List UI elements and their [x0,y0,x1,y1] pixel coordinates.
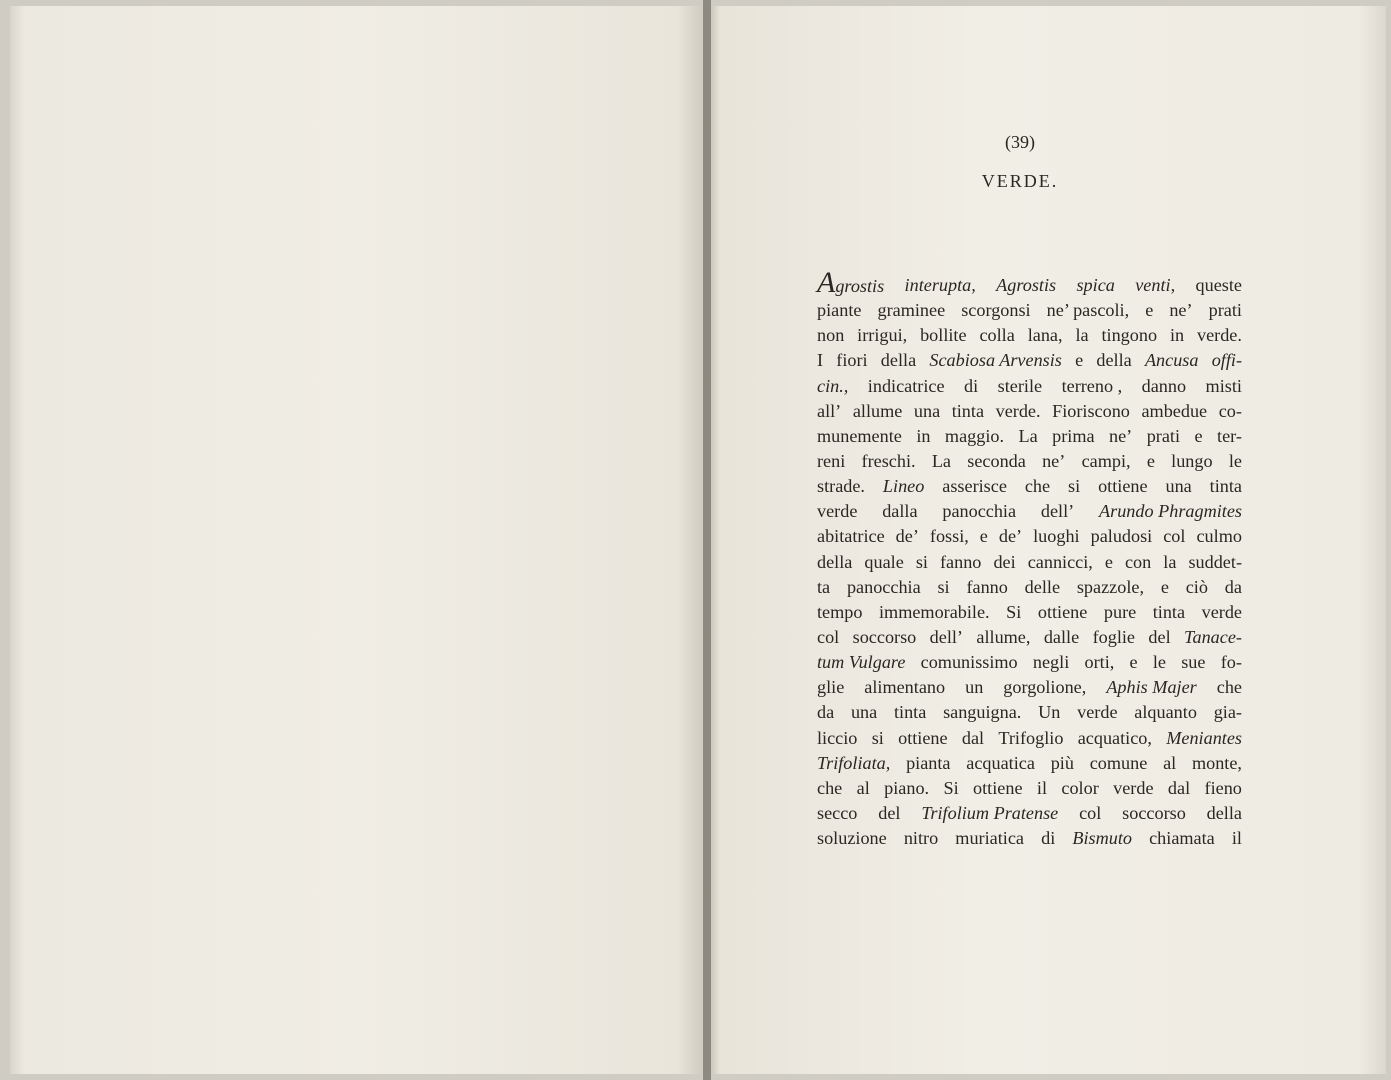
text-line [817,575,1242,600]
word: ne’ [1042,450,1066,471]
italic-word: cin., [817,375,849,396]
text-line [817,700,1242,725]
word: da [817,702,835,723]
word: tempo [817,601,863,622]
word: ne’ pascoli, [1046,300,1130,321]
word: sue [1181,652,1206,673]
word: comune [1089,752,1148,773]
word: fieno [1204,777,1242,798]
word: in [916,425,931,446]
italic-word: Trifoliata, [817,752,891,773]
word: lana, [1027,325,1063,346]
word: della [1206,802,1242,823]
word: dell’ [1040,501,1075,522]
word: e [1194,425,1203,446]
word: danno [1141,375,1187,396]
word: freschi. [861,450,916,471]
word: dell’ [929,626,963,647]
word: col [1163,526,1186,547]
word: ottiene [1098,476,1148,497]
word: si [937,576,950,597]
word: con [1124,551,1152,572]
text-line [817,826,1242,851]
text-line [817,524,1242,549]
word: fossi, [929,526,969,547]
word: sanguigna. [943,702,1022,723]
word: pure [1103,601,1137,622]
word: le [1152,652,1166,673]
word: strade. [817,476,865,497]
word: che [817,777,843,798]
text-line [817,348,1242,373]
word: non [817,325,845,346]
word: le [1228,450,1242,471]
word: chiamata [1149,828,1215,849]
word: della [1096,350,1132,371]
word: dal [961,727,985,748]
word: allume, [976,626,1031,647]
word: piano. [884,777,930,798]
word: e [979,526,988,547]
word: dalle [1043,626,1080,647]
word: si [871,727,884,748]
word: negli [1032,652,1070,673]
word: campi, [1081,450,1131,471]
text-line [817,499,1242,524]
word: più [1050,752,1074,773]
word: panocchia [942,501,1017,522]
word: paludosi [1090,526,1153,547]
word: che [1024,476,1051,497]
word: muriatica [955,828,1024,849]
italic-word: Tanace- [1184,626,1242,647]
word: Trifoglio [998,727,1064,748]
word: La [1018,425,1038,446]
text-line [817,675,1242,700]
text-line [817,374,1242,399]
word: della [817,551,853,572]
word: si [915,551,928,572]
word: verde. [1196,325,1242,346]
word: soccorso [1122,802,1186,823]
word: al [1163,752,1177,773]
italic-word: Agrostis [996,275,1057,295]
italic-word: tum Vulgare [817,652,906,673]
word: de’ [998,526,1023,547]
word: soluzione [817,828,887,849]
word: alimentano [864,677,946,698]
section-heading: VERDE. [981,171,1059,191]
text-line [817,625,1242,650]
word: gorgolione, [1003,677,1087,698]
word: bollite [920,325,967,346]
word: Fioriscono [1052,400,1130,421]
word: misti [1205,375,1242,396]
word: del [1148,626,1171,647]
text-line [817,266,1242,299]
word: tinta [1209,476,1242,497]
word: fanno [966,576,1008,597]
word: verde [1113,777,1154,798]
word: munemente [817,425,902,446]
word: color [1061,777,1099,798]
word: acquatico, [1077,727,1152,748]
italic-word: spica [1076,275,1115,295]
word: co- [1218,400,1242,421]
word: ter- [1217,425,1242,446]
word: fanno [939,551,982,572]
word: quale [864,551,904,572]
text-line [817,726,1242,751]
word: maggio. [944,425,1005,446]
word: seconda [967,450,1026,471]
word: verde. [995,400,1041,421]
word: e [1129,652,1138,673]
word: e [1145,300,1154,321]
word: un [965,677,984,698]
word: tinta [893,702,927,723]
word: e [1104,551,1113,572]
word: una [1165,476,1192,497]
word: ottiene [898,727,948,748]
word: in [1169,325,1185,346]
text-line [817,600,1242,625]
italic-word: Meniantes [1166,727,1242,748]
word: piante [817,300,862,321]
italic-word: Aphis Majer [1106,677,1197,698]
word: suddet- [1188,551,1242,572]
word: ta [817,576,831,597]
word: comunissimo [920,652,1018,673]
book-gutter [703,0,711,1080]
italic-word: Scabiosa Arvensis [929,350,1062,371]
word: di [964,375,979,396]
left-page-blank [10,6,704,1074]
word: La [931,450,951,471]
word: culmo [1196,526,1242,547]
word: nitro [903,828,939,849]
italic-word: Lineo [882,476,925,497]
word: cannicci, [1027,551,1093,572]
word: al [856,777,870,798]
word: fo- [1220,652,1242,673]
word: colla [979,325,1015,346]
word: dei [993,551,1016,572]
word: I [817,350,824,371]
word: verde [1201,601,1242,622]
word: dalla [882,501,918,522]
word: verde [817,501,858,522]
text-line [817,550,1242,575]
text-line [817,776,1242,801]
word: soccorso [852,626,917,647]
word: una [913,400,941,421]
word: e [1160,576,1169,597]
word: col [1079,802,1102,823]
word: spazzole, [1076,576,1144,597]
word: Si [943,777,959,798]
word: prima [1052,425,1095,446]
italic-word: venti, [1135,275,1176,295]
word: Un [1038,702,1061,723]
word: e [1075,350,1084,371]
word: la [1163,551,1177,572]
text-line [817,474,1242,499]
word: indicatrice [867,375,945,396]
word: pianta [906,752,951,773]
word: reni [817,450,846,471]
word: glie [817,677,845,698]
text-line [817,449,1242,474]
word: verde [1077,702,1118,723]
italic-word: grostis [835,276,885,296]
word: queste [1195,275,1242,295]
word: de’ [895,526,919,547]
word: orti, [1084,652,1115,673]
word: una [850,702,878,723]
word: prati [1208,300,1242,321]
word: alquanto [1134,702,1197,723]
word: secco [817,802,858,823]
word: Si [1006,601,1022,622]
word: prati [1146,425,1181,446]
text-line [817,751,1242,776]
word: foglie [1092,626,1136,647]
word: ottiene [1037,601,1088,622]
italic-word: Arundo Phragmites [1099,501,1242,522]
word: immemorabile. [879,601,990,622]
word: abitatrice [817,526,885,547]
italic-word: interupta, [904,275,976,295]
word: della [880,350,917,371]
word: fiori [836,350,868,371]
word: graminee [877,300,946,321]
italic-word: Ancusa [1144,350,1199,371]
word: del [878,802,901,823]
word: ottiene [973,777,1023,798]
word: tingono [1101,325,1158,346]
word: asserisce [942,476,1007,497]
italic-word: Bismuto [1072,828,1132,849]
word: lungo [1171,450,1213,471]
word: terreno , [1061,375,1123,396]
word: ciò [1185,576,1208,597]
text-line [817,399,1242,424]
word: panocchia [846,576,921,597]
text-line [817,323,1242,348]
word: il [1231,828,1242,849]
word: liccio [817,727,858,748]
word: luoghi [1033,526,1080,547]
word: la [1075,325,1089,346]
body-text [817,266,1242,851]
text-line [817,801,1242,826]
word: delle [1024,576,1061,597]
word: acquatica [966,752,1035,773]
word: ambedue [1141,400,1208,421]
word: sterile [997,375,1043,396]
word: gia- [1213,702,1242,723]
text-line [817,650,1242,675]
word: monte, [1191,752,1242,773]
word: tinta [1152,601,1186,622]
word: di [1041,828,1056,849]
word: col [817,626,840,647]
italic-word: offi- [1211,350,1242,371]
initial-letter: A [817,266,836,299]
word: che [1216,677,1242,698]
text-line [817,298,1242,323]
word: ne’ [1169,300,1193,321]
word: si [1068,476,1081,497]
word: allume [852,400,903,421]
page-number: (39) [1005,132,1035,152]
word: e [1146,450,1155,471]
word: dal [1167,777,1191,798]
word: da [1224,576,1242,597]
word: irrigui, [857,325,908,346]
word: tinta [951,400,985,421]
word: il [1036,777,1048,798]
italic-word: Trifolium Pratense [921,802,1059,823]
word: all’ [817,400,842,421]
text-line [817,424,1242,449]
word: ne’ [1109,425,1133,446]
word: scorgonsi [961,300,1031,321]
word-with-initial [817,266,885,299]
